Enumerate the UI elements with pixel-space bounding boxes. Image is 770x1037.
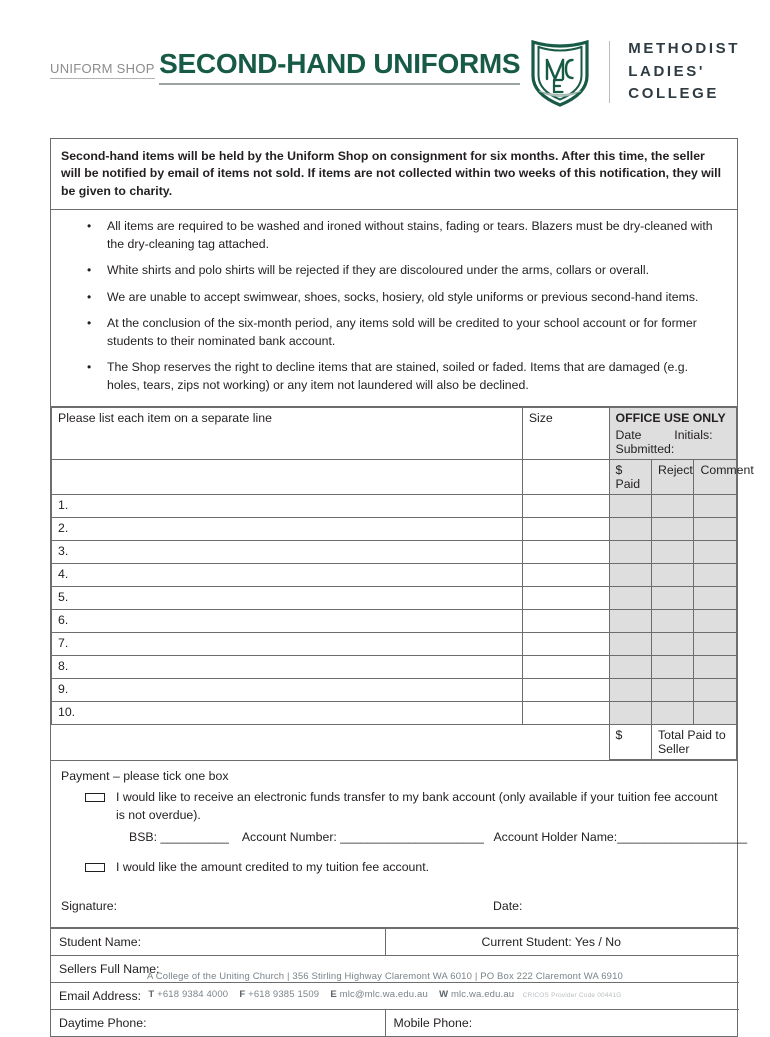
list-item-text: All items are required to be washed and ironed without stains, fading or tears. Blazers must be dry-cleaned with the dry-cleaning tag attached. [107, 219, 713, 251]
item-row-size[interactable] [522, 517, 609, 540]
date-submitted-label: Date Submitted: [615, 427, 675, 456]
table-row [52, 586, 737, 609]
item-row-number[interactable]: 7. [52, 632, 523, 655]
footer-email[interactable]: mlc@mlc.wa.edu.au [339, 988, 428, 1000]
footer-email-prefix: E [330, 988, 337, 1000]
table-header-row [52, 407, 737, 459]
bullet-icon: • [87, 219, 92, 234]
table-row [52, 701, 737, 724]
footer-cricos-code: CRICOS Provider Code 00441G [522, 991, 622, 999]
sellers-full-name-label[interactable]: Sellers Full Name: [51, 955, 739, 982]
payment-option-eft-label: I would like to receive an electronic funds transfer to my bank account (only available if your tuition fee account is not overdue). [116, 789, 718, 822]
table-row [52, 517, 737, 540]
total-label: Total Paid to Seller [651, 724, 736, 759]
bullet-icon: • [87, 316, 92, 331]
page-footer [0, 968, 770, 1003]
item-row-size[interactable] [522, 563, 609, 586]
table-row [52, 632, 737, 655]
page-header [50, 32, 740, 118]
item-row-reject[interactable] [651, 609, 693, 632]
item-row-size[interactable] [522, 494, 609, 517]
intro-paragraph: Second-hand items will be held by the Uniform Shop on consignment for six months. After this time, the seller will be notified by email of items not sold. If items are not collected within two weeks of this notification, they will be given to charity. [51, 139, 737, 210]
item-row-comment[interactable] [694, 701, 737, 724]
office-use-fields [616, 428, 731, 456]
item-row-size[interactable] [522, 609, 609, 632]
footer-contact-line [0, 986, 770, 1004]
payment-section [51, 760, 748, 928]
total-currency-symbol[interactable]: $ [609, 724, 651, 759]
office-use-header [609, 407, 737, 459]
item-row-comment[interactable] [694, 494, 737, 517]
item-row-paid[interactable] [609, 517, 651, 540]
wordmark-line-3: COLLEGE [628, 85, 719, 103]
table-row [51, 1009, 739, 1036]
bsb-label: BSB: [129, 830, 158, 845]
item-row-reject[interactable] [651, 678, 693, 701]
consignment-form [50, 138, 754, 1037]
sub-header-row [52, 459, 737, 494]
item-row-paid[interactable] [609, 586, 651, 609]
subheader-item-blank [52, 459, 523, 494]
item-row-size[interactable] [522, 632, 609, 655]
subheader-size-blank [522, 459, 609, 494]
item-row-reject[interactable] [651, 494, 693, 517]
account-number-input-blank[interactable]: _____________________ [340, 830, 484, 845]
bullet-icon: • [87, 360, 92, 375]
footer-fax: +618 9385 1509 [248, 988, 320, 1000]
current-student-label: Current Student: Yes / No [481, 934, 621, 949]
table-row [52, 655, 737, 678]
bank-details-line [61, 829, 748, 847]
item-row-comment[interactable] [694, 632, 737, 655]
account-number-label: Account Number: [241, 830, 337, 845]
item-row-size[interactable] [522, 586, 609, 609]
item-row-number[interactable]: 3. [52, 540, 523, 563]
item-row-number[interactable]: 8. [52, 655, 523, 678]
item-row-paid[interactable] [609, 609, 651, 632]
footer-phone-prefix: T [148, 988, 155, 1000]
table-row [52, 540, 737, 563]
item-row-paid[interactable] [609, 655, 651, 678]
list-item [65, 359, 723, 394]
date-label[interactable]: Date: [493, 899, 523, 914]
item-row-comment[interactable] [694, 540, 737, 563]
total-row-spacer [52, 724, 523, 759]
footer-web-prefix: W [439, 988, 449, 1000]
list-item-text: We are unable to accept swimwear, shoes, socks, hosiery, old style uniforms or previous second-hand items. [107, 289, 699, 304]
signature-label[interactable]: Signature: [61, 899, 118, 914]
account-holder-input-blank[interactable]: ___________________ [617, 830, 748, 845]
wordmark-line-1: METHODIST [628, 40, 740, 58]
checkbox-credit-icon[interactable] [85, 863, 105, 872]
list-item [65, 262, 723, 279]
subheader-comment: Comment [694, 459, 737, 494]
signature-row [61, 898, 727, 916]
table-row [51, 928, 739, 955]
item-row-paid[interactable] [609, 563, 651, 586]
header-title-block [50, 32, 520, 85]
item-row-reject[interactable] [651, 701, 693, 724]
total-row [52, 724, 737, 759]
payment-option-credit[interactable] [61, 859, 727, 877]
wordmark-line-2: LADIES' [628, 62, 706, 80]
item-row-paid[interactable] [609, 632, 651, 655]
email-address-label[interactable]: Email Address: [51, 982, 739, 1009]
item-row-size[interactable] [522, 701, 609, 724]
table-row [52, 563, 737, 586]
student-name-label[interactable]: Student Name: [51, 928, 385, 955]
item-row-comment[interactable] [694, 609, 737, 632]
footer-fax-prefix: F [239, 988, 246, 1000]
table-row [52, 678, 737, 701]
item-row-number[interactable]: 6. [52, 609, 523, 632]
item-row-size[interactable] [522, 655, 609, 678]
list-item-text: At the conclusion of the six-month period, any items sold will be credited to your school account or for former students to their nominated bank account. [107, 316, 697, 348]
footer-address-line: A College of the Uniting Church | 356 Stirling Highway Claremont WA 6010 | PO Box 222 Claremont WA 6910 [147, 971, 623, 982]
table-row [52, 494, 737, 517]
logo-divider [609, 41, 610, 103]
kicker-uniform-shop: UNIFORM SHOP [50, 61, 155, 79]
checkbox-eft-icon[interactable] [85, 793, 105, 802]
conditions-list [51, 210, 737, 407]
payment-heading: Payment – please tick one box [61, 768, 229, 783]
bullet-icon: • [87, 263, 92, 278]
item-row-reject[interactable] [651, 517, 693, 540]
item-row-paid[interactable] [609, 540, 651, 563]
item-row-comment[interactable] [694, 586, 737, 609]
current-student-cell[interactable] [385, 928, 739, 955]
daytime-phone-label[interactable]: Daytime Phone: [51, 1009, 385, 1036]
item-row-number[interactable]: 2. [52, 517, 523, 540]
bsb-input-blank[interactable]: __________ [160, 830, 229, 845]
mobile-phone-label[interactable]: Mobile Phone: [385, 1009, 739, 1036]
payment-option-credit-label: I would like the amount credited to my tuition fee account. [116, 860, 430, 875]
item-row-reject[interactable] [651, 540, 693, 563]
office-use-title: OFFICE USE ONLY [615, 410, 726, 425]
item-row-reject[interactable] [651, 632, 693, 655]
school-wordmark [628, 38, 740, 106]
header-item-column: Please list each item on a separate line [52, 407, 523, 459]
footer-phone: +618 9384 4000 [157, 988, 229, 1000]
item-row-number[interactable]: 5. [52, 586, 523, 609]
list-item [65, 289, 723, 306]
item-row-size[interactable] [522, 678, 609, 701]
item-row-comment[interactable] [694, 678, 737, 701]
list-item-text: The Shop reserves the right to decline items that are stained, soiled or faded. Items that are damaged (e.g. holes, tears, zips not working) or any item not laundered will also be declined. [107, 360, 689, 392]
subheader-paid: $ Paid [609, 459, 651, 494]
item-row-number[interactable]: 1. [52, 494, 523, 517]
header-size-column: Size [522, 407, 609, 459]
item-row-number[interactable]: 9. [52, 678, 523, 701]
items-table [51, 407, 754, 760]
list-item [65, 315, 723, 350]
item-row-number[interactable]: 4. [52, 563, 523, 586]
total-row-spacer-size [522, 724, 609, 759]
payment-option-eft[interactable] [61, 789, 727, 825]
item-row-comment[interactable] [694, 563, 737, 586]
mlc-shield-crest-icon [527, 36, 593, 108]
footer-web[interactable]: mlc.wa.edu.au [450, 988, 515, 1000]
initials-label: Initials: [674, 427, 713, 442]
account-holder-label: Account Holder Name: [493, 830, 618, 845]
list-item [65, 218, 723, 253]
item-row-reject[interactable] [651, 563, 693, 586]
school-logo-block [527, 32, 740, 108]
table-row [52, 609, 737, 632]
item-row-paid[interactable] [609, 494, 651, 517]
item-row-paid[interactable] [609, 678, 651, 701]
list-item-text: White shirts and polo shirts will be rejected if they are discoloured under the arms, collars or overall. [107, 263, 649, 278]
item-row-size[interactable] [522, 540, 609, 563]
item-row-reject[interactable] [651, 586, 693, 609]
item-row-reject[interactable] [651, 655, 693, 678]
item-row-paid[interactable] [609, 701, 651, 724]
subheader-reject: Reject [651, 459, 693, 494]
item-row-comment[interactable] [694, 655, 737, 678]
item-row-number[interactable]: 10. [52, 701, 523, 724]
page-title: SECOND-HAND UNIFORMS [159, 48, 520, 85]
bullet-icon: • [87, 289, 92, 304]
item-row-comment[interactable] [694, 517, 737, 540]
